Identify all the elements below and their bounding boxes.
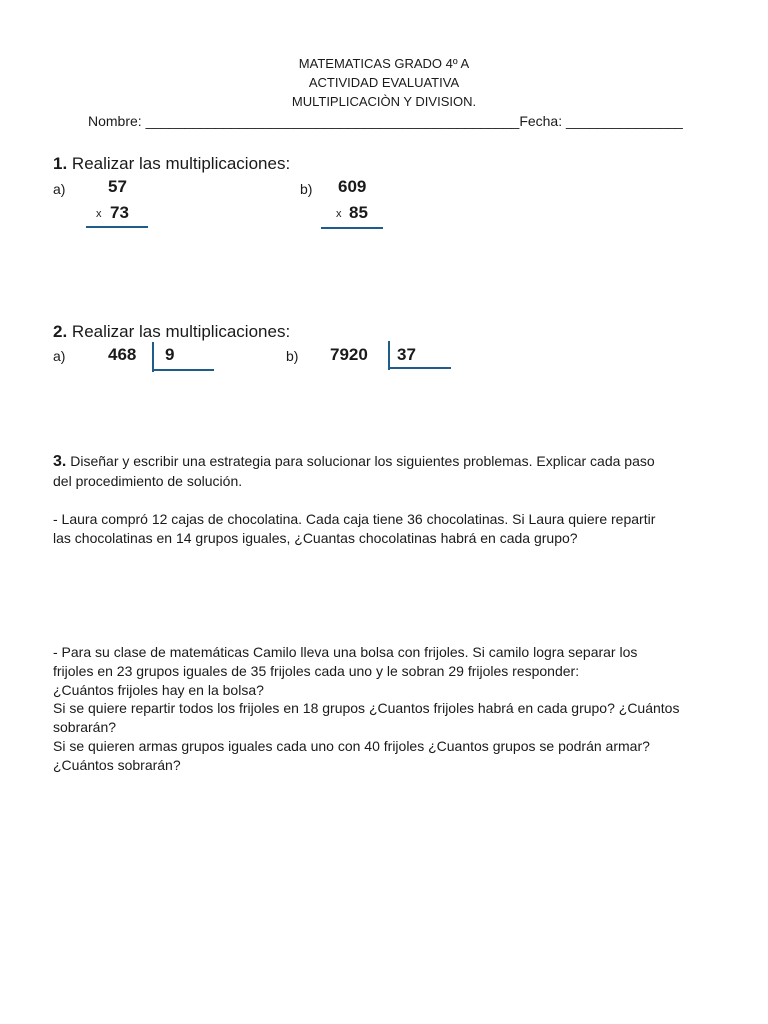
nombre-label: Nombre:: [88, 113, 142, 129]
fecha-blank: _______________: [566, 113, 683, 129]
problem-2-line-4: Si se quiere repartir todos los frijoles en 18 grupos ¿Cuantos frijoles habrá en cada grupo? ¿Cuántos: [53, 700, 680, 716]
title-line-3: MULTIPLICACIÒN Y DIVISION.: [291, 94, 477, 109]
section-1-heading: [53, 154, 290, 174]
section-2-b-dividend: 7920: [330, 345, 368, 364]
title-line-1: MATEMATICAS GRADO 4º A: [298, 56, 470, 71]
title-line-2: ACTIVIDAD EVALUATIVA: [308, 75, 460, 90]
section-1-a-underline: [86, 226, 148, 228]
problem-2-line-1: - Para su clase de matemáticas Camilo lleva una bolsa con frijoles. Si camilo logra separar los: [53, 644, 638, 660]
section-1-b-underline: [321, 227, 383, 229]
section-2-number: 2.: [53, 322, 68, 341]
problem-2-line-5: sobrarán?: [53, 719, 117, 735]
section-1-a-label: a): [53, 181, 66, 197]
section-3-intro-text: Diseñar y escribir una estrategia para solucionar los siguientes problemas. Explicar cada paso: [70, 453, 655, 469]
section-2-b-divisor: 37: [397, 345, 416, 364]
problem-1-line-1: - Laura compró 12 cajas de chocolatina. Cada caja tiene 36 chocolatinas. Si Laura quiere repartir: [53, 511, 656, 527]
nombre-blank: ________________________________________________: [145, 113, 520, 129]
section-1-b-bottom-number: 85: [349, 203, 368, 222]
section-2-b-label: b): [286, 348, 299, 364]
section-2-a-dividend: 468: [108, 345, 137, 364]
section-1-number: 1.: [53, 154, 68, 173]
section-1-a-top-number: 57: [108, 177, 127, 196]
section-2-b-division-bar: [388, 341, 390, 370]
section-2-a-label: a): [53, 348, 66, 364]
section-2-heading: [53, 322, 290, 342]
section-2-a-underline: [152, 369, 214, 371]
section-2-title: Realizar las multiplicaciones:: [71, 322, 291, 341]
section-2-a-division-bar: [152, 342, 154, 372]
problem-2-line-2: frijoles en 23 grupos iguales de 35 frijoles cada uno y le sobran 29 frijoles responder:: [53, 663, 580, 679]
section-1-a-bottom-number: 73: [110, 203, 129, 222]
section-3-number: 3.: [53, 453, 67, 470]
section-1-title: Realizar las multiplicaciones:: [71, 154, 291, 173]
section-1-b-times-sign: x: [336, 208, 342, 220]
name-date-row: [88, 113, 683, 129]
section-1-b-top-number: 609: [338, 177, 367, 196]
section-2-a-divisor: 9: [165, 345, 175, 364]
problem-2-line-7: ¿Cuántos sobrarán?: [53, 757, 181, 773]
section-2-b-underline: [389, 367, 451, 369]
section-3-intro-line-1: [53, 453, 655, 471]
problem-1-line-2: las chocolatinas en 14 grupos iguales, ¿Cuantas chocolatinas habrá en cada grupo?: [53, 530, 578, 546]
problem-2-line-6: Si se quieren armas grupos iguales cada uno con 40 frijoles ¿Cuantos grupos se podrán armar?: [53, 738, 650, 754]
section-1-a-times-sign: x: [96, 208, 102, 220]
fecha-label: Fecha:: [519, 113, 563, 129]
problem-2-line-3: ¿Cuántos frijoles hay en la bolsa?: [53, 682, 264, 698]
section-3-intro-line-2: del procedimiento de solución.: [53, 473, 243, 489]
section-1-b-label: b): [300, 181, 313, 197]
